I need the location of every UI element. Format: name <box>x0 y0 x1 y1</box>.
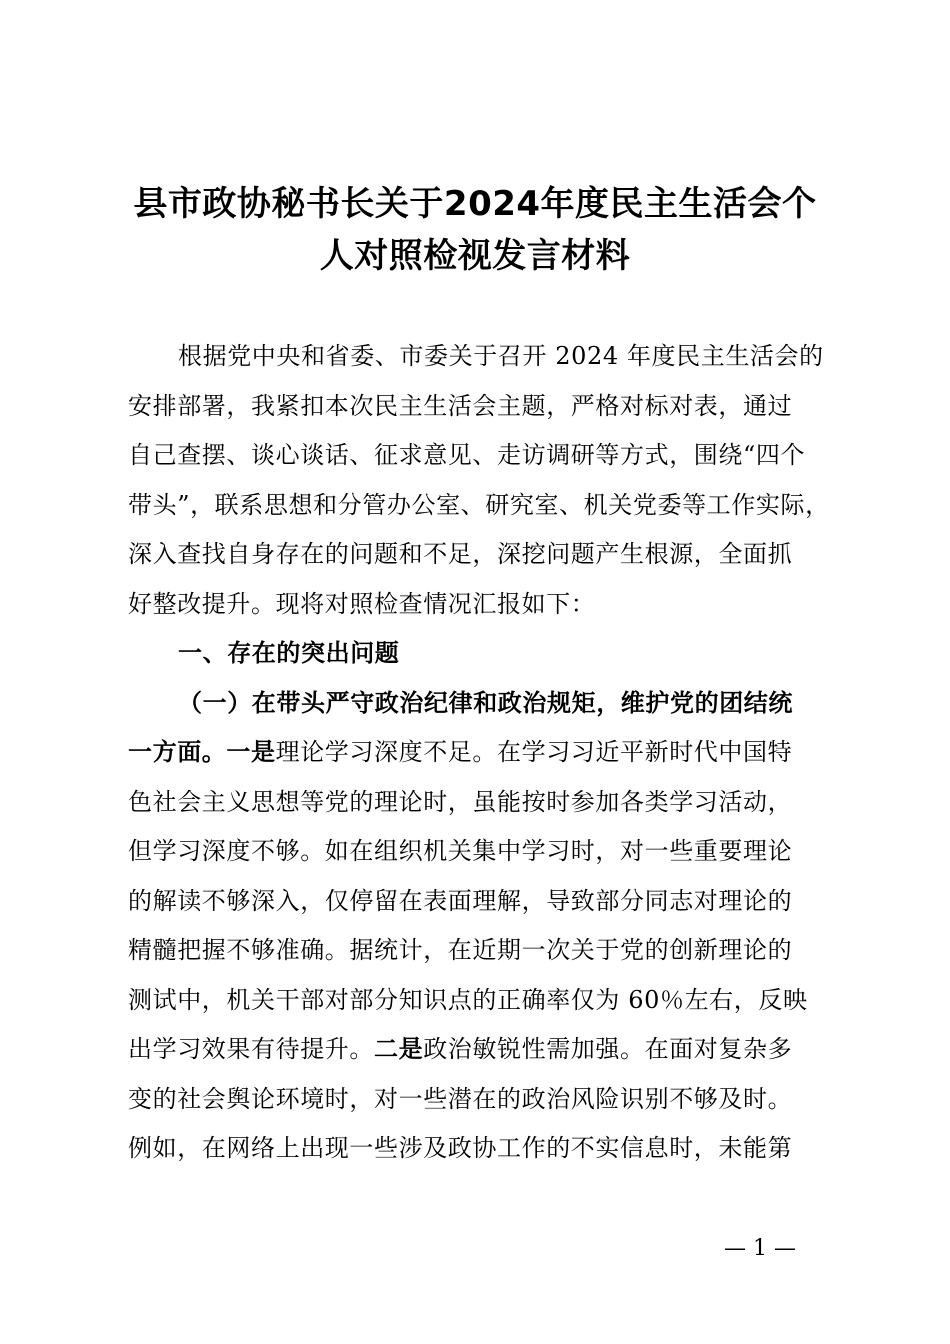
subsection-1-line-6: 精髓把握不够准确。据统计，在近期一次关于党的创新理论的 <box>128 936 793 964</box>
subsection-1-line-2 <box>128 728 848 778</box>
subsection-1-line-10: 例如，在网络上出现一些涉及政协工作的不实信息时，未能第 <box>128 1134 793 1162</box>
title-line-2: 人对照检视发言材料 <box>319 236 631 276</box>
paragraph-1-line-5: 深入查找自身存在的问题和不足，深挖问题产生根源，全面抓 <box>128 540 793 568</box>
paragraph-1-line-4: 带头”，联系思想和分管办公室、研究室、机关党委等工作实际， <box>128 490 830 519</box>
subsection-1-line-9: 变的社会舆论环境时，对一些潜在的政治风险识别不够及时。 <box>128 1084 793 1113</box>
subsection-1-line-5: 的解读不够深入，仅停留在表面理解，导致部分同志对理论的 <box>128 886 793 915</box>
point-1-label: 一是 <box>226 738 276 766</box>
section-1-heading: 一、存在的突出问题 <box>178 639 400 667</box>
title-line-1: 县市政协秘书长关于2024年度民主生活会个 <box>133 184 817 224</box>
subsection-1-heading-end: 一方面。 <box>128 738 227 766</box>
subsection-1-line-7: 测试中，机关干部对部分知识点的正确率仅为 60％左右，反映 <box>128 985 808 1014</box>
paragraph-1-line-2: 安排部署，我紧扣本次民主生活会主题，严格对标对表，通过 <box>128 391 793 420</box>
point-2-label: 二是 <box>374 1035 424 1063</box>
point-1-text: 理论学习深度不足。在学习习近平新时代中国特 <box>275 738 793 766</box>
subsection-1-line-3: 色社会主义思想等党的理论时，虽能按时参加各类学习活动， <box>128 787 793 816</box>
paragraph-1-line-3: 自己查摆、谈心谈话、征求意见、走访调研等方式，围绕“四个 <box>128 441 806 469</box>
document-title <box>100 178 850 282</box>
subsection-1-line-4: 但学习深度不够。如在组织机关集中学习时，对一些重要理论 <box>128 837 793 865</box>
subsection-1-line-8 <box>128 1025 848 1075</box>
subsection-1-heading: （一）在带头严守政治纪律和政治规矩，维护党的团结统 <box>178 688 793 717</box>
paragraph-1-line-1: 根据党中央和省委、市委关于召开 2024 年度民主生活会的 <box>178 342 824 370</box>
page-number: — 1 — <box>724 1236 796 1261</box>
point-1-conclusion: 出学习效果有待提升。 <box>128 1035 374 1063</box>
paragraph-1-line-6: 好整改提升。现将对照检查情况汇报如下： <box>128 589 596 618</box>
point-2-text: 政治敏锐性需加强。在面对复杂多 <box>423 1035 793 1063</box>
document-body <box>128 332 848 1174</box>
